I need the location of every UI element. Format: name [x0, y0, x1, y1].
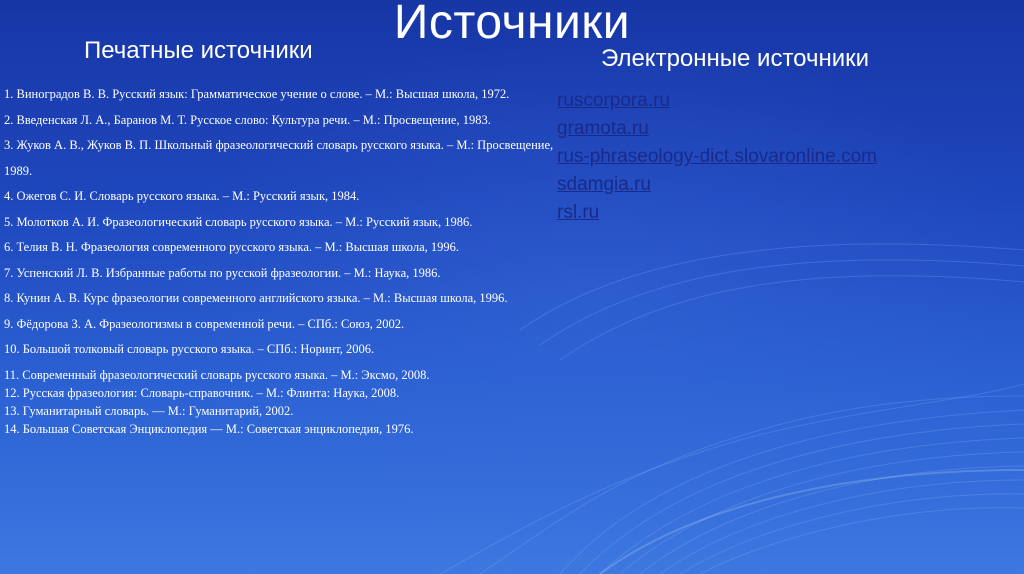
printed-sources-list [4, 82, 564, 438]
link-gramota[interactable]: gramota.ru [557, 118, 649, 139]
link-sdamgia[interactable]: sdamgia.ru [557, 174, 651, 195]
printed-source-item: 2. Введенская Л. А., Баранов М. Т. Русское слово: Культура речи. – М.: Просвещение, 1983. [4, 112, 491, 127]
printed-sources-heading: Печатные источники [84, 37, 313, 64]
printed-source-item: 6. Телия В. Н. Фразеология современного русского языка. – М.: Высшая школа, 1996. [4, 240, 460, 254]
printed-source-item: 9. Фёдорова З. А. Фразеологизмы в современной речи. – СПб.: Союз, 2002. [4, 316, 405, 331]
electronic-source-item [557, 87, 877, 115]
link-ruscorpora[interactable]: ruscorpora.ru [557, 90, 670, 111]
link-rus-phraseology-dict[interactable]: rus-phraseology-dict.slovaronline.com [557, 146, 877, 167]
printed-source-item: 3. Жуков А. В., Жуков В. П. Школьный фразеологический словарь русского языка. – М.: Просвещение, 1989. [4, 138, 554, 178]
printed-source-item: 14. Большая Советская Энциклопедия — М.: Советская энциклопедия, 1976. [4, 421, 414, 436]
printed-source-item: 10. Большой толковый словарь русского языка. – СПб.: Норинт, 2006. [4, 342, 375, 356]
electronic-source-item [557, 143, 877, 171]
printed-source-item: 8. Кунин А. В. Курс фразеологии современного английского языка. – М.: Высшая школа, 1996. [4, 291, 508, 305]
printed-source-item: 13. Гуманитарный словарь. — М.: Гуманитарий, 2002. [4, 403, 294, 418]
printed-source-item: 1. Виноградов В. В. Русский язык: Грамматическое учение о слове. – М.: Высшая школа, 1972. [4, 87, 510, 101]
electronic-source-item [557, 199, 877, 227]
printed-source-item: 7. Успенский Л. В. Избранные работы по русской фразеологии. – М.: Наука, 1986. [4, 265, 441, 280]
link-rsl[interactable]: rsl.ru [557, 202, 600, 223]
electronic-source-item [557, 115, 877, 143]
printed-source-item: 12. Русская фразеология: Словарь-справочник. – М.: Флинта: Наука, 2008. [4, 385, 400, 400]
printed-source-item: 5. Молотков А. И. Фразеологический словарь русского языка. – М.: Русский язык, 1986. [4, 214, 473, 229]
electronic-source-item [557, 171, 877, 199]
printed-source-item: 4. Ожегов С. И. Словарь русского языка. – М.: Русский язык, 1984. [4, 189, 360, 203]
printed-source-item: 11. Современный фразеологический словарь русского языка. – М.: Эксмо, 2008. [4, 367, 430, 382]
slide-title: Источники [393, 0, 631, 49]
electronic-sources-list [557, 87, 877, 227]
electronic-sources-heading: Электронные источники [601, 45, 870, 72]
